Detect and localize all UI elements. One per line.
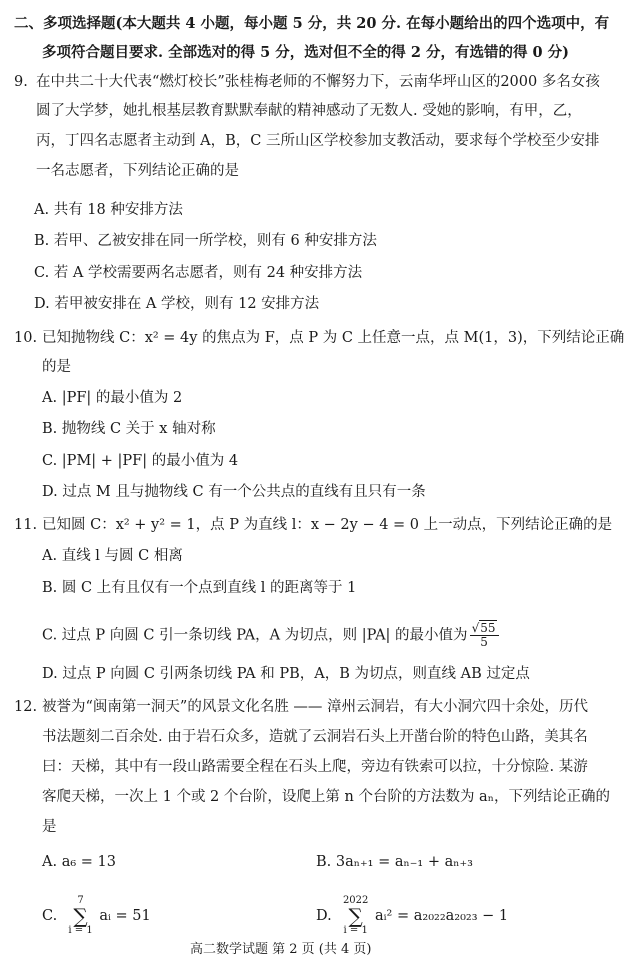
summation-d-lower: i = 1	[343, 925, 368, 936]
sigma-icon: ∑	[73, 904, 88, 928]
question-9-option-c: C. 若 A 学校需要两名志愿者，则有 24 种安排方法	[34, 265, 363, 281]
question-10-option-a: A. |PF| 的最小值为 2	[42, 390, 183, 406]
sigma-icon: ∑	[348, 904, 363, 928]
question-9-stem-line3: 丙，丁四名志愿者主动到 A，B，C 三所山区学校参加支教活动，要求每个学校至少安排	[36, 133, 600, 149]
question-9-option-a: A. 共有 18 种安排方法	[34, 202, 183, 218]
question-10-option-b: B. 抛物线 C 关于 x 轴对称	[42, 421, 216, 437]
question-11-option-b: B. 圆 C 上有且仅有一个点到直线 l 的距离等于 1	[42, 580, 357, 596]
question-11-option-d: D. 过点 P 向圆 C 引两条切线 PA 和 PB，A，B 为切点，则直线 AB 过定点	[42, 666, 530, 682]
option-d-expression: aᵢ² = a₂₀₂₂a₂₀₂₃ − 1	[375, 908, 509, 924]
section-header-line2: 多项符合题目要求. 全部选对的得 5 分，选对但不全的得 2 分，有选错的得 0 分)	[42, 44, 570, 61]
question-12-stem-line2: 书法题刻二百余处. 由于岩石众多，造就了云洞岩石头上开凿台阶的特色山路，美其名	[42, 729, 588, 745]
question-12-option-d	[316, 896, 508, 936]
question-9-option-d: D. 若甲被安排在 A 学校，则有 12 安排方法	[34, 296, 320, 312]
summation-c-upper: 7	[77, 895, 84, 906]
question-12-stem-line3: 曰：天梯，其中有一段山路需要全程在石头上爬，旁边有铁索可以拉，十分惊险. 某游	[42, 759, 588, 775]
summation-d	[343, 896, 368, 936]
question-11-number: 11.	[14, 517, 38, 533]
question-10-option-d: D. 过点 M 且与抛物线 C 有一个公共点的直线有且只有一条	[42, 484, 426, 500]
min-value-fraction	[470, 622, 499, 649]
radical-sign-icon: √	[471, 621, 480, 635]
question-10-stem-line2: 的是	[42, 359, 71, 375]
question-12-option-c	[42, 896, 151, 936]
question-11-stem-line1: 已知圆 C：x² + y² = 1，点 P 为直线 l：x − 2y − 4 = 0 上一动点，下列结论正确的是	[42, 517, 613, 533]
question-12-stem-line5: 是	[42, 819, 57, 835]
question-9-stem-line2: 圆了大学梦，她扎根基层教育默默奉献的精神感动了无数人. 受她的影响，有甲，乙，	[36, 103, 582, 119]
question-10-number: 10.	[14, 330, 38, 346]
question-10-stem-line1: 已知抛物线 C：x² = 4y 的焦点为 F，点 P 为 C 上任意一点，点 M(1，3)，下列结论正确	[42, 330, 625, 346]
question-12-number: 12.	[14, 699, 38, 715]
fraction-denominator: 5	[480, 635, 488, 649]
question-10-option-c: C. |PM| + |PF| 的最小值为 4	[42, 453, 239, 469]
question-11-option-c	[42, 622, 501, 649]
question-12-stem-line1: 被誉为“闽南第一洞天”的风景文化名胜 —— 漳州云洞岩，有大小洞穴四十余处，历代	[42, 699, 589, 715]
summation-c	[68, 896, 92, 936]
question-9-stem-line1: 在中共二十大代表“燃灯校长”张桂梅老师的不懈努力下，云南华坪山区的2000 多名女孩	[36, 74, 600, 90]
question-9-number: 9.	[14, 74, 28, 90]
radicand: 55	[480, 621, 496, 635]
option-d-label: D.	[316, 908, 332, 924]
question-9-stem-line4: 一名志愿者，下列结论正确的是	[36, 163, 239, 179]
page-footer: 高二数学试题 第 2 页 (共 4 页)	[190, 942, 372, 957]
summation-c-lower: i = 1	[68, 925, 93, 936]
option-c-expression: aᵢ = 51	[99, 908, 151, 924]
square-root	[472, 622, 497, 635]
fraction-numerator	[470, 622, 499, 636]
summation-d-upper: 2022	[342, 895, 369, 906]
question-9-option-b: B. 若甲、乙被安排在同一所学校，则有 6 种安排方法	[34, 233, 377, 249]
question-12-stem-line4: 客爬天梯，一次上 1 个或 2 个台阶，设爬上第 n 个台阶的方法数为 aₙ，下列结论正确的	[42, 789, 610, 805]
question-11-option-c-text: C. 过点 P 向圆 C 引一条切线 PA，A 为切点，则 |PA| 的最小值为	[42, 627, 468, 644]
option-c-label: C.	[42, 908, 58, 924]
question-12-option-a: A. a₆ = 13	[42, 854, 116, 870]
question-12-option-b: B. 3aₙ₊₁ = aₙ₋₁ + aₙ₊₃	[316, 854, 473, 870]
question-11-option-a: A. 直线 l 与圆 C 相离	[42, 548, 183, 564]
section-header-line1: 二、多项选择题(本大题共 4 小题，每小题 5 分，共 20 分. 在每小题给出的四个选项中，有	[14, 15, 610, 32]
